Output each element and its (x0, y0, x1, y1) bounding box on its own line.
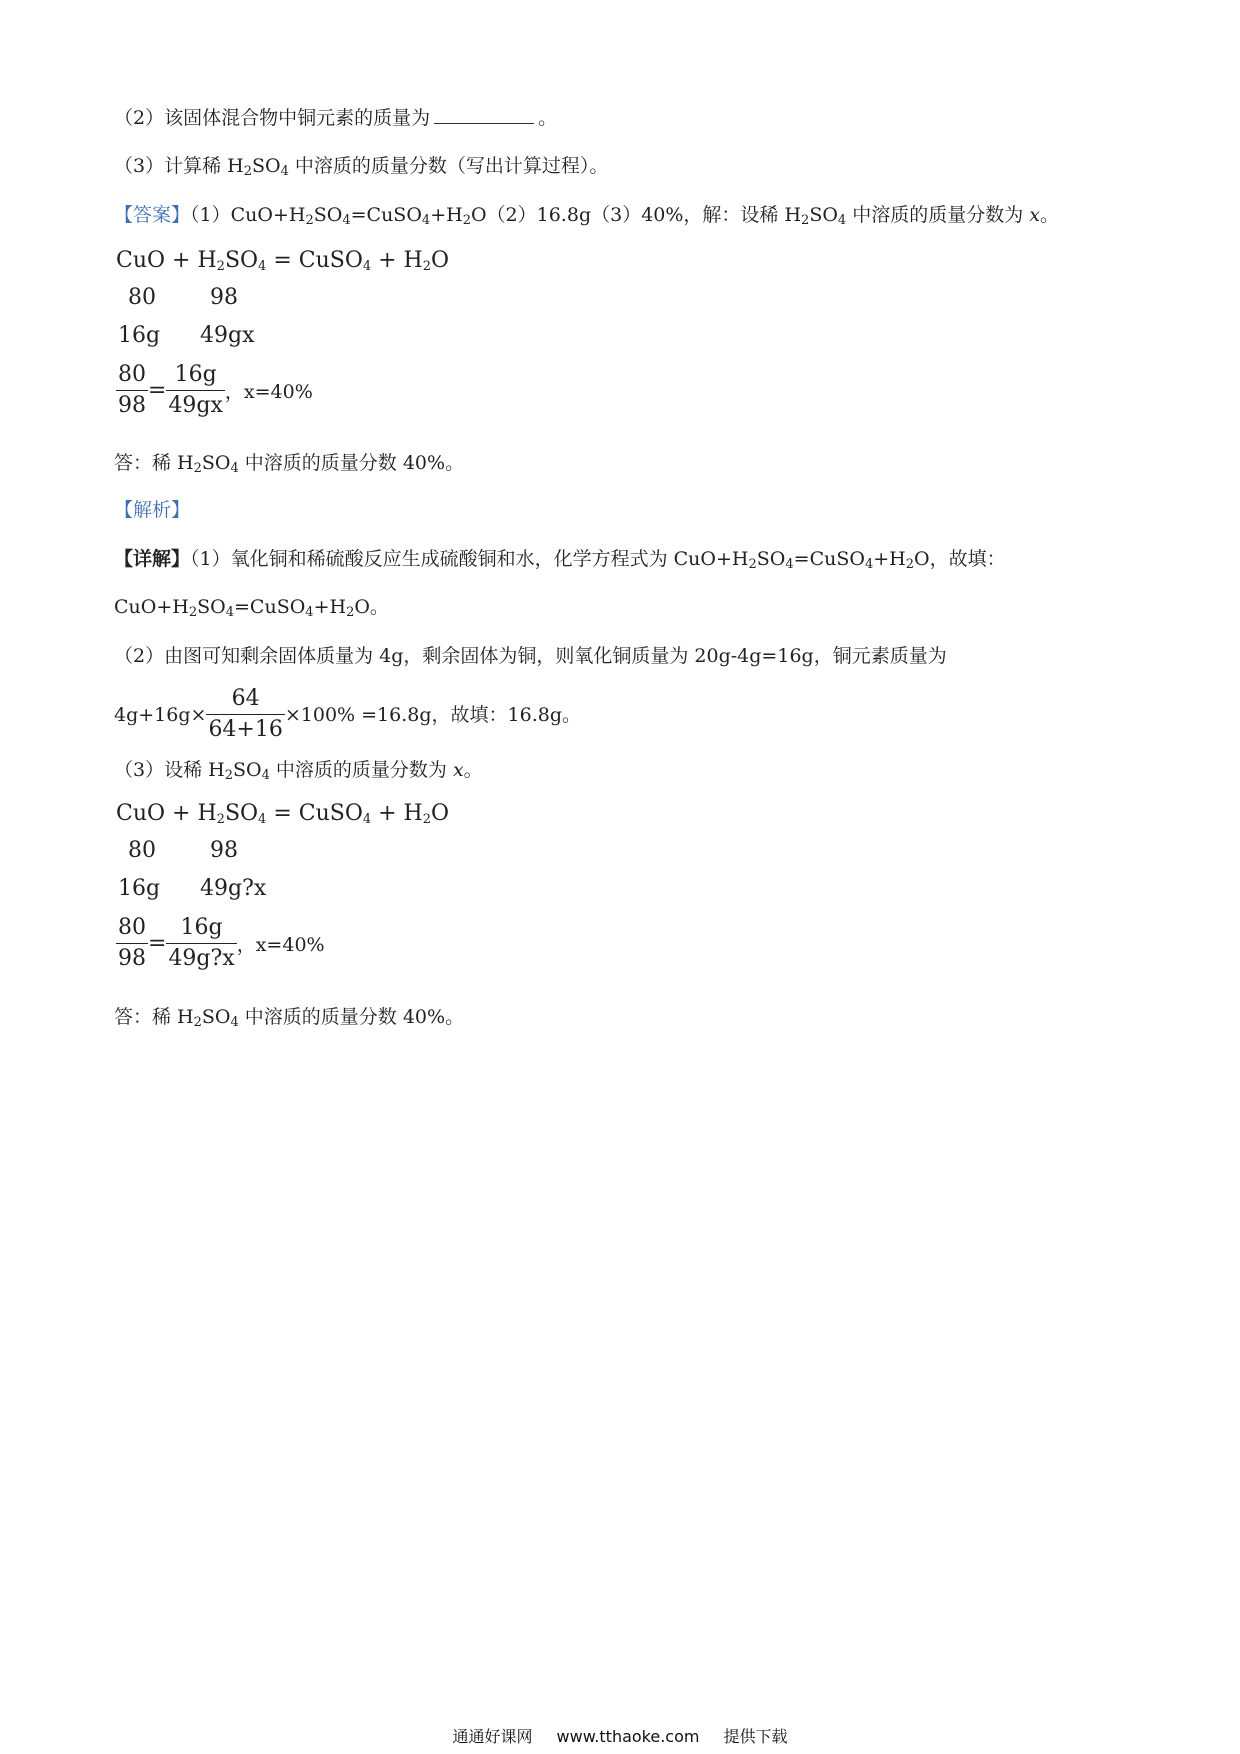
analysis-tag: 【解析】 (114, 499, 191, 521)
detail-line-3: （2）由图可知剩余固体质量为 4g，剩余固体为铜，则氧化铜质量为 20g-4g=16g，铜元素质量为 (114, 645, 947, 667)
copper-fraction: $\frac{64}{64+16}$ (208, 686, 283, 742)
reaction-equation-2: CuO + $H_2SO_4$ = CuSO$_4$ + $H_2O$ (116, 801, 450, 827)
value-row-2: 16g 49g?x (118, 876, 267, 901)
molar-mass-row-2: 80 98 (128, 838, 238, 863)
fraction-left: $\frac{80}{98}$ (118, 362, 146, 418)
footer-note: 提供下载 (723, 1727, 788, 1746)
detail-line-5: （3）设稀 $H_2SO_4$ 中溶质的质量分数为 x。 (114, 759, 483, 783)
footer-site: 通通好课网 (452, 1727, 533, 1746)
question-3: （3）计算稀 $H_2SO_4$ 中溶质的质量分数（写出计算过程）。 (114, 155, 609, 179)
detail-line-4: 4g+16g× $\frac{64}{64+16}$ ×100% =16.8g，故填：16.8g。 (114, 684, 581, 745)
fraction-right: $\frac{16g}{49g?x}$ (168, 915, 235, 971)
page-footer (0, 1724, 1240, 1747)
answer-blank (434, 105, 534, 124)
answer-line: 【答案】$(1)CuO+H_2SO_4=CuSO_4+H_2O(2)16.8g(3)40\%$，解：设稀 $H_2SO_4$ 中溶质的质量分数为 x。 (114, 204, 1060, 228)
fraction-right: $\frac{16g}{49gx}$ (168, 362, 223, 418)
proportion-2: $\frac{80}{98}$ = $\frac{16g}{49g?x}$ ，x=40% (116, 913, 325, 974)
reaction-equation-1: CuO + $H_2SO_4$ = CuSO$_4$ + $H_2O$ (116, 248, 450, 274)
detail-tag: 【详解】 (114, 548, 191, 570)
proportion-1: $\frac{80}{98}$ = $\frac{16g}{49gx}$ ，x=40% (116, 360, 313, 421)
fraction-left: $\frac{80}{98}$ (118, 915, 146, 971)
answer-conclusion: 答：稀 $H_2SO_4$ 中溶质的质量分数 40%。 (114, 452, 465, 476)
answer-tag: 【答案】 (114, 204, 191, 226)
detail-line-2: $CuO+H_2SO_4=CuSO_4+H_2O$。 (114, 596, 389, 620)
footer-url[interactable]: www.tthaoke.com (556, 1727, 700, 1746)
question-2: （2）该固体混合物中铜元素的质量为 。 (114, 107, 558, 129)
detail-line-1: 【详解】（1）氧化铜和稀硫酸反应生成硫酸铜和水，化学方程式为 $CuO+H_2SO_4=CuSO_4+H_2O$，故填： (114, 548, 1006, 572)
molar-mass-row-1: 80 98 (128, 285, 238, 310)
final-conclusion: 答：稀 $H_2SO_4$ 中溶质的质量分数 40%。 (114, 1006, 465, 1030)
value-row-1: 16g 49gx (118, 323, 255, 348)
